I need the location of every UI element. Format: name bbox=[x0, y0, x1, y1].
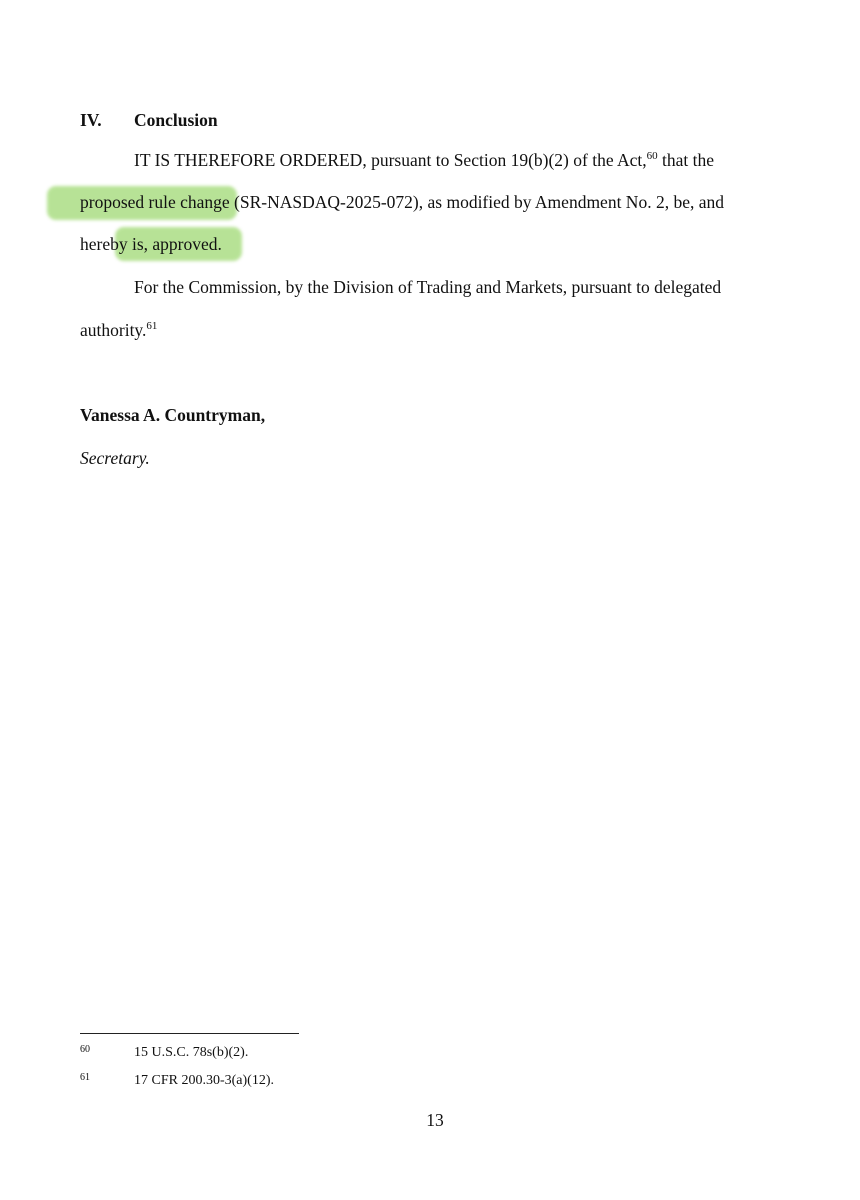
paragraph1-line1-text: IT IS THEREFORE ORDERED, pursuant to Section 19(b)(2) of the Act, bbox=[134, 150, 647, 170]
page-number: 13 bbox=[426, 1110, 444, 1130]
signatory-title: Secretary. bbox=[80, 448, 150, 468]
footnote-text: 17 CFR 200.30-3(a)(12). bbox=[134, 1073, 274, 1088]
paragraph1-line2: proposed rule change (SR-NASDAQ-2025-072), as modified by Amendment No. 2, be, and bbox=[80, 192, 724, 212]
footnote-divider bbox=[80, 1033, 299, 1034]
paragraph1-line1 bbox=[134, 152, 714, 170]
footnote-text: 15 U.S.C. 78s(b)(2). bbox=[134, 1045, 249, 1060]
footnote-ref-60[interactable]: 60 bbox=[646, 150, 658, 162]
paragraph1-line1-tail: that the bbox=[657, 150, 715, 170]
paragraph2-line1: For the Commission, by the Division of Trading and Markets, pursuant to delegated bbox=[134, 277, 722, 297]
section-number: IV. bbox=[80, 110, 102, 130]
paragraph2-line2 bbox=[80, 322, 157, 340]
footnote-number: 61 bbox=[80, 1072, 90, 1083]
signatory-name: Vanessa A. Countryman, bbox=[80, 405, 266, 425]
section-title: Conclusion bbox=[134, 110, 218, 130]
footnote-ref-61[interactable]: 61 bbox=[146, 320, 158, 332]
paragraph1-line3: hereby is, approved. bbox=[80, 234, 222, 254]
paragraph2-line2-text: authority. bbox=[80, 320, 147, 340]
footnote-number: 60 bbox=[80, 1044, 90, 1055]
